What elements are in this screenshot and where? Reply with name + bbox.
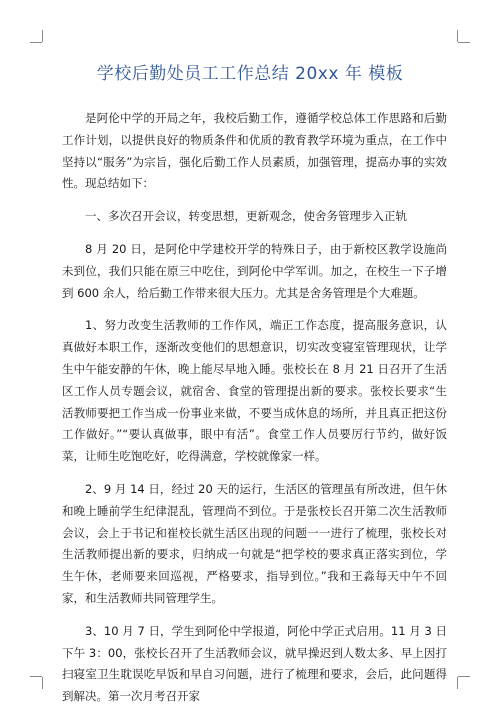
crop-mark-bottom-right-v xyxy=(457,677,458,689)
crop-mark-bottom-left-v xyxy=(42,677,43,689)
paragraph-item-3: 3、10 月 7 日，学生到阿伦中学报道，阿伦中学正式启用。11 月 3 日下午 3：00，张校长召开了生活教师会议，就早操迟到人数太多、早上因打扫寝室卫生耽误吃早饭和早自习问题，进行了梳理和要求，会后，此问题得到解决。第一次月考召开家 xyxy=(62,623,447,704)
paragraph-intro: 是阿伦中学的开局之年，我校后勤工作，遵循学校总体工作思路和后勤工作计划，以提供良好的物质条件和优质的教育教学环境为重点，在工作中坚持以“服务”为宗旨，强化后勤工作人员素质，加强管理，提高办事的实效性。现总结如下： xyxy=(62,111,447,191)
crop-mark-top-left-v xyxy=(42,30,43,42)
crop-mark-bottom-left-h xyxy=(30,676,42,677)
crop-mark-bottom-right-h xyxy=(458,676,470,677)
paragraph-item-2: 2、9 月 14 日，经过 20 天的运行，生活区的管理虽有所改进，但午休和晚上睡前学生纪律混乱，管理尚不到位。于是张校长召开第二次生活教师会议，会上于书记和崔校长就生活区出现的问题一一进行了梳理，张校长对生活教师提出新的要求，归纳成一句就是“把学校的要求真正落实到位，学生午休，老师要来回巡视，严格要求，指导到位。”我和王淼每天中午不回家，和生活教师共同管理学生。 xyxy=(62,481,447,605)
crop-mark-top-right-v xyxy=(457,30,458,42)
document-body xyxy=(62,108,447,719)
crop-mark-top-left-h xyxy=(30,42,42,43)
document-title: 学校后勤处员工工作总结 20xx 年 模板 xyxy=(96,64,404,84)
section-heading-1: 一、多次召开会议，转变思想，更新观念，使舍务管理步入正轨 xyxy=(85,209,407,224)
crop-mark-top-right-h xyxy=(458,42,470,43)
paragraph-aug-20: 8 月 20 日，是阿伦中学建校开学的特殊日子，由于新校区教学设施尚未到位，我们只能在原三中吃住，到阿伦中学军训。加之，在校生一下子增到 600 余人，给后勤工作带来很大压力。尤其是舍务管理是个大难题。 xyxy=(62,241,447,300)
paragraph-item-1: 1、努力改变生活教师的工作作风，端正工作态度，提高服务意识，认真做好本职工作，逐渐改变他们的思想意识，切实改变寝室管理现状，让学生中午能安静的午休，晚上能尽早地入睡。张校长在 8 月 21 日召开了生活区工作人员专题会议，就宿舍、食堂的管理提出新的要求。张校长要求“生活教师要把工作当成一份事业来做，不要当成休息的场所，并且真正把这份工作做好。”“要认真做事，眼中有活”。食堂工作人员要厉行节约，做好饭菜，让师生吃饱吃好，吃得满意，学校就像家一样。 xyxy=(62,318,447,464)
